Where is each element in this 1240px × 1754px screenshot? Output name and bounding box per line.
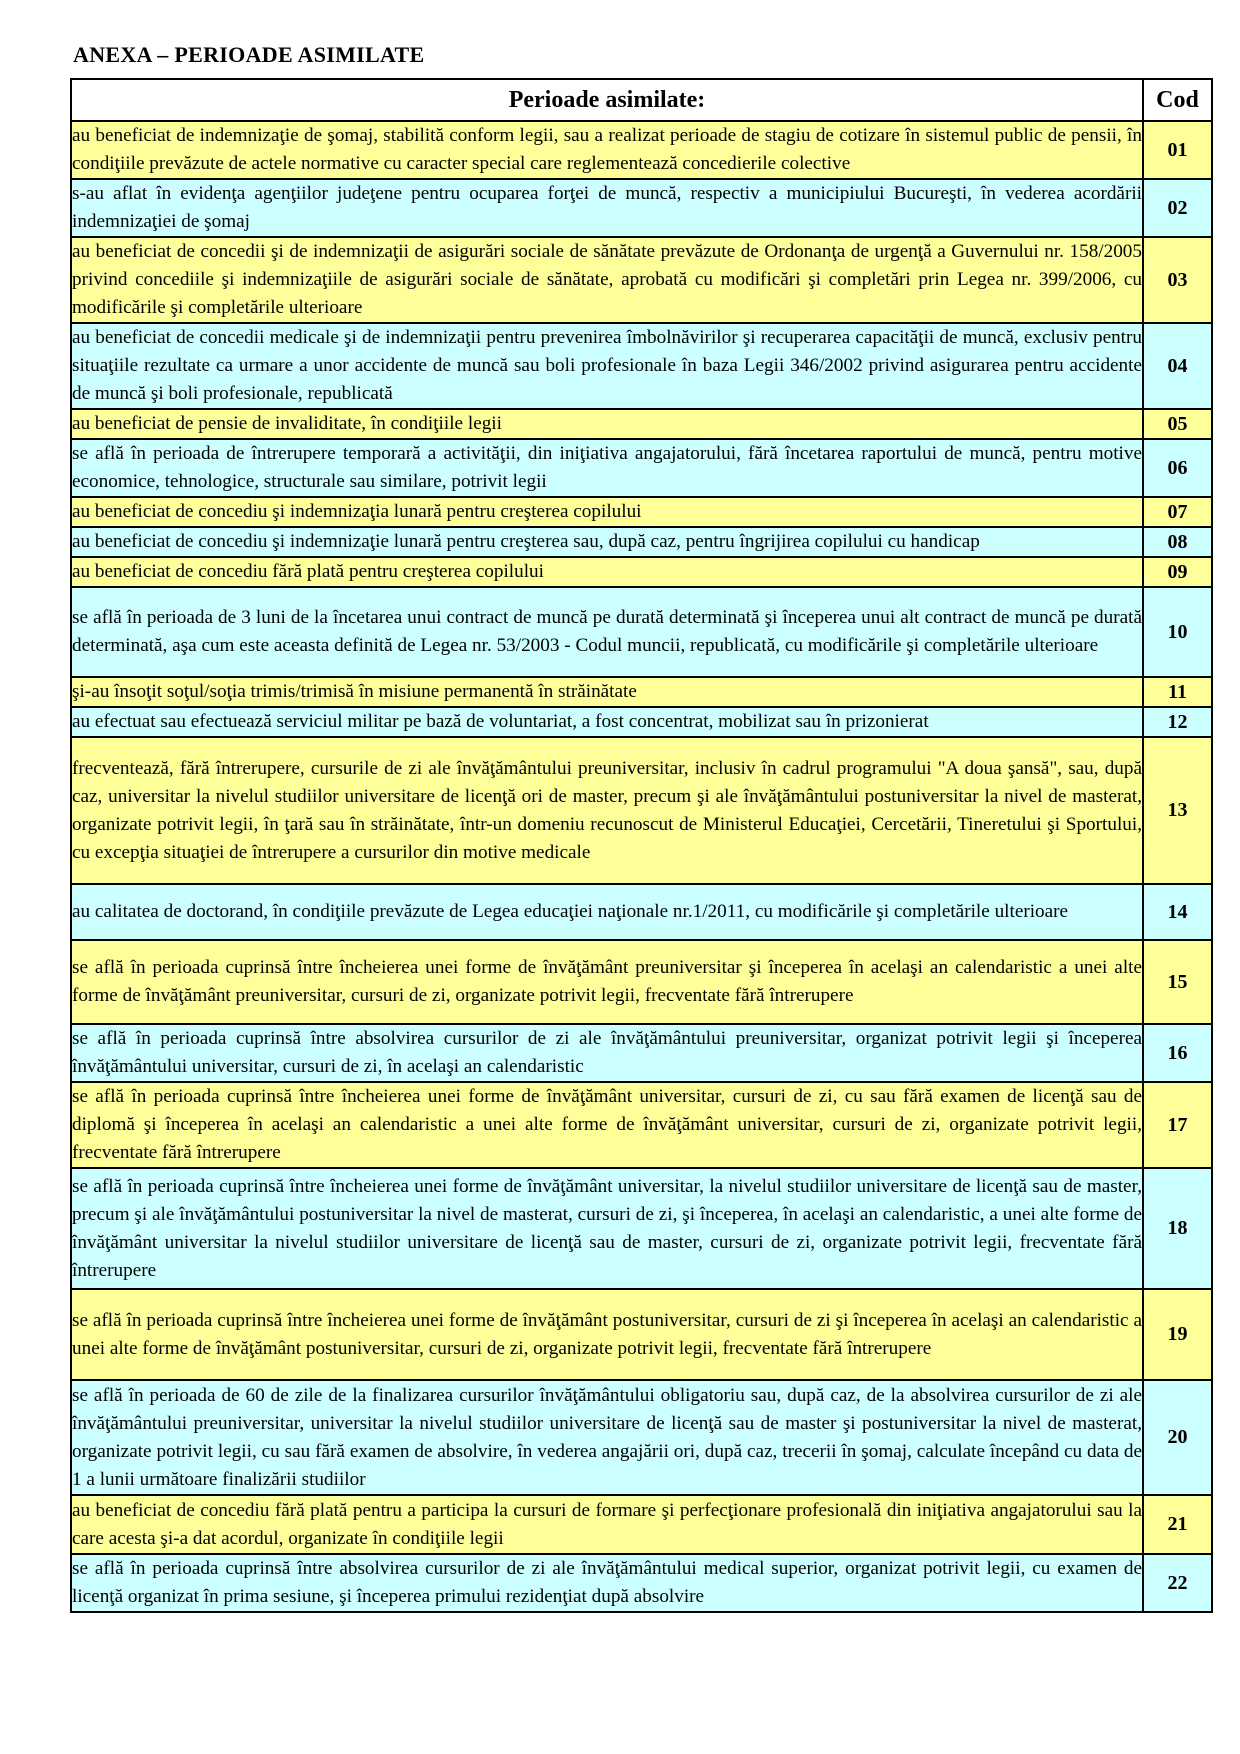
row-description: au beneficiat de concedii medicale şi de indemnizaţii pentru prevenirea îmbolnăvirilor şi recuperarea capacităţii de muncă, exclusiv pentru situaţiile rezultate ca urmare a unor accidente de muncă sau boli profesionale în baza Legii 346/2002 privind asigurarea pentru accidente de muncă şi boli profesionale, republicată [71,323,1143,409]
row-description: au beneficiat de concedii şi de indemnizaţii de asigurări sociale de sănătate prevăzute de Ordonanţa de urgenţă a Guvernului nr. 158/2005 privind concediile şi indemnizaţiile de asigurări sociale de sănătate, aprobată cu modificări şi completări prin Legea nr. 399/2006, cu modificările şi completările ulterioare [71,237,1143,323]
row-code: 01 [1143,121,1212,179]
row-description: au beneficiat de concediu fără plată pentru a participa la cursuri de formare şi perfecţionare profesională din iniţiativa angajatorului sau la care acesta şi-a dat acordul, organizate în condiţiile legii [71,1495,1143,1554]
table-row [71,1168,1212,1289]
row-code: 09 [1143,557,1212,587]
header-description: Perioade asimilate: [71,79,1143,121]
table-row [71,1380,1212,1495]
table-row [71,884,1212,940]
row-description: se află în perioada de întrerupere temporară a activităţii, din iniţiativa angajatorului, fără încetarea raportului de muncă, pentru motive economice, tehnologice, structurale sau similare, potrivit legii [71,439,1143,497]
table-row [71,1289,1212,1380]
row-description: se află în perioada cuprinsă între încheierea unei forme de învăţământ universitar, la nivelul studiilor universitare de licenţă sau de master, precum şi ale învăţământului postuniversitar la nivel de masterat, cursuri de zi, şi începerea, în acelaşi an calendaristic, a unei alte forme de învăţământ universitar la nivelul studiilor universitare de licenţă sau de master, cursuri de zi, organizate potrivit legii, frecventate fără întrerupere [71,1168,1143,1289]
row-code: 08 [1143,527,1212,557]
table-row [71,121,1212,179]
row-code: 05 [1143,409,1212,439]
row-code: 04 [1143,323,1212,409]
table-row [71,677,1212,707]
table-row [71,323,1212,409]
row-description: se află în perioada de 3 luni de la încetarea unui contract de muncă pe durată determinată şi începerea unui alt contract de muncă pe durată determinată, aşa cum este aceasta definită de Legea nr. 53/2003 - Codul muncii, republicată, cu modificările şi completările ulterioare [71,587,1143,677]
row-code: 19 [1143,1289,1212,1380]
table-row [71,1554,1212,1612]
row-code: 17 [1143,1082,1212,1168]
row-code: 11 [1143,677,1212,707]
table-row [71,179,1212,237]
row-description: se află în perioada cuprinsă între absolvirea cursurilor de zi ale învăţământului preuniversitar, organizat potrivit legii şi începerea învăţământului universitar, cursuri de zi, în acelaşi an calendaristic [71,1024,1143,1082]
table-row [71,237,1212,323]
row-code: 22 [1143,1554,1212,1612]
row-description: se află în perioada cuprinsă între încheierea unei forme de învăţământ universitar, cursuri de zi, cu sau fără examen de licenţă sau de diplomă şi începerea în acelaşi an calendaristic a unei alte forme de învăţământ universitar, cursuri de zi, organizate potrivit legii, frecventate fără întrerupere [71,1082,1143,1168]
row-description: au beneficiat de pensie de invaliditate, în condiţiile legii [71,409,1143,439]
row-description: s-au aflat în evidenţa agenţiilor judeţene pentru ocuparea forţei de muncă, respectiv a municipiului Bucureşti, în vederea acordării indemnizaţiei de şomaj [71,179,1143,237]
row-description: şi-au însoţit soţul/soţia trimis/trimisă în misiune permanentă în străinătate [71,677,1143,707]
row-code: 21 [1143,1495,1212,1554]
table-row [71,1024,1212,1082]
table-header-row [71,79,1212,121]
row-description: se află în perioada cuprinsă între încheierea unei forme de învăţământ preuniversitar şi începerea în acelaşi an calendaristic a unei alte forme de învăţământ preuniversitar, cursuri de zi, organizate potrivit legii, frecventate fără întrerupere [71,940,1143,1024]
row-description: se află în perioada de 60 de zile de la finalizarea cursurilor învăţământului obligatoriu sau, după caz, de la absolvirea cursurilor de zi ale învăţământului preuniversitar, universitar la nivelul studiilor universitare de licenţă sau de master şi postuniversitar la nivel de masterat, organizate potrivit legii, cu sau fără examen de absolvire, în vederea angajării ori, după caz, trecerii în şomaj, calculate începând cu data de 1 a lunii următoare finalizării studiilor [71,1380,1143,1495]
row-description: au efectuat sau efectuează serviciul militar pe bază de voluntariat, a fost concentrat, mobilizat sau în prizonierat [71,707,1143,737]
row-code: 20 [1143,1380,1212,1495]
table-row [71,527,1212,557]
table-row [71,1495,1212,1554]
row-description: au beneficiat de concediu fără plată pentru creşterea copilului [71,557,1143,587]
header-code: Cod [1143,79,1212,121]
table-row [71,940,1212,1024]
row-code: 15 [1143,940,1212,1024]
row-code: 10 [1143,587,1212,677]
table-row [71,1082,1212,1168]
document-title: ANEXA – PERIOADE ASIMILATE [73,42,425,67]
table-row [71,439,1212,497]
row-code: 13 [1143,737,1212,884]
table-row [71,409,1212,439]
row-description: au beneficiat de concediu şi indemnizaţie lunară pentru creşterea sau, după caz, pentru îngrijirea copilului cu handicap [71,527,1143,557]
row-code: 03 [1143,237,1212,323]
row-description: au beneficiat de indemnizaţie de şomaj, stabilită conform legii, sau a realizat perioade de stagiu de cotizare în sistemul public de pensii, în condiţiile prevăzute de actele normative cu caracter special care reglementează concedierile colective [71,121,1143,179]
row-code: 16 [1143,1024,1212,1082]
row-description: au calitatea de doctorand, în condiţiile prevăzute de Legea educaţiei naţionale nr.1/2011, cu modificările şi completările ulterioare [71,884,1143,940]
row-code: 07 [1143,497,1212,527]
row-code: 14 [1143,884,1212,940]
row-description: se află în perioada cuprinsă între încheierea unei forme de învăţământ postuniversitar, cursuri de zi şi începerea în acelaşi an calendaristic a unei alte forme de învăţământ postuniversitar, cursuri de zi, organizate potrivit legii, frecventate fără întrerupere [71,1289,1143,1380]
table-row [71,557,1212,587]
table-row [71,707,1212,737]
row-code: 18 [1143,1168,1212,1289]
row-description: se află în perioada cuprinsă între absolvirea cursurilor de zi ale învăţământului medical superior, organizat potrivit legii, cu examen de licenţă organizat în prima sesiune, şi începerea primului rezidenţiat după absolvire [71,1554,1143,1612]
table-row [71,587,1212,677]
row-description: frecventează, fără întrerupere, cursurile de zi ale învăţământului preuniversitar, inclusiv în cadrul programului "A doua şansă", sau, după caz, universitar la nivelul studiilor universitare de licenţă ori de master, precum şi ale învăţământului postuniversitar la nivel de masterat, organizate potrivit legii, în ţară sau în străinătate, într-un domeniu recunoscut de Ministerul Educaţiei, Cercetării, Tineretului şi Sportului, cu excepţia situaţiei de întrerupere a cursurilor din motive medicale [71,737,1143,884]
table-row [71,497,1212,527]
row-code: 06 [1143,439,1212,497]
row-description: au beneficiat de concediu şi indemnizaţia lunară pentru creşterea copilului [71,497,1143,527]
table-row [71,737,1212,884]
row-code: 12 [1143,707,1212,737]
row-code: 02 [1143,179,1212,237]
assimilated-periods-table [70,78,1213,1613]
